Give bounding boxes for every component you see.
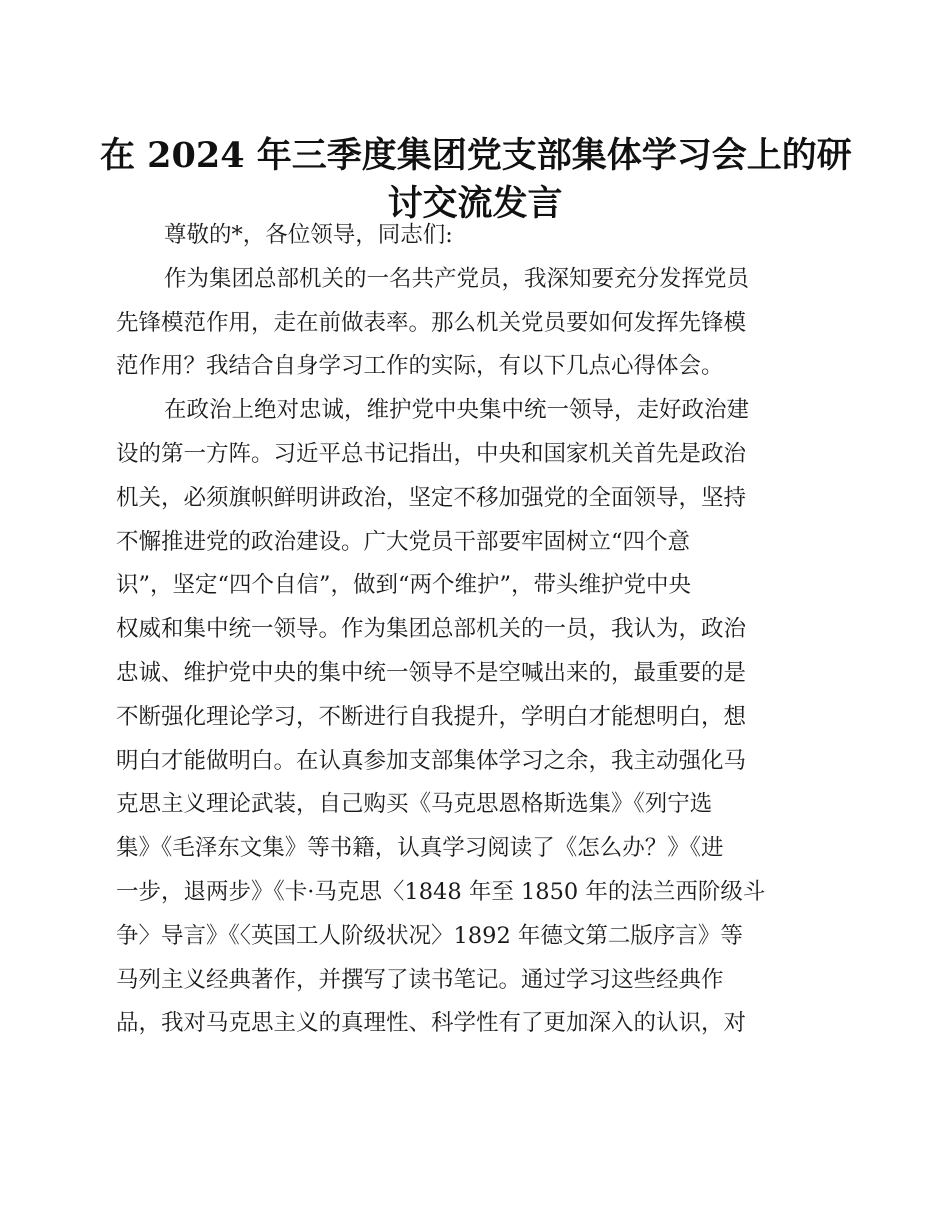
body-line: 在政治上绝对忠诚，维护党中央集中统一领导，走好政治建 xyxy=(164,397,750,424)
title-line-2: 讨交流发言 xyxy=(387,183,563,224)
body-line: 机关，必须旗帜鲜明讲政治，坚定不移加强党的全面领导，坚持 xyxy=(116,484,747,511)
body-line: 不懈推进党的政治建设。广大党员干部要牢固树立“四个意 xyxy=(116,528,691,555)
title-line-1: 在 2024 年三季度集团党支部集体学习会上的研 xyxy=(100,135,852,176)
body-line: 一步，退两步》《卡·马克思〈1848 年至 1850 年的法兰西阶级斗 xyxy=(116,878,766,905)
body-line: 明白才能做明白。在认真参加支部集体学习之余，我主动强化马 xyxy=(116,747,747,774)
body-line: 作为集团总部机关的一名共产党员，我深知要充分发挥党员 xyxy=(164,265,750,292)
body-line: 识”，坚定“四个自信”，做到“两个维护”，带头维护党中央 xyxy=(116,572,692,599)
body-line: 马列主义经典著作，并撰写了读书笔记。通过学习这些经典作 xyxy=(116,966,724,993)
body-line: 集》《毛泽东文集》等书籍，认真学习阅读了《怎么办？》《进 xyxy=(116,835,724,862)
body-line: 克思主义理论武装，自己购买《马克思恩格斯选集》《列宁选 xyxy=(116,791,713,818)
body-line: 设的第一方阵。习近平总书记指出，中央和国家机关首先是政治 xyxy=(116,440,747,467)
body-line: 先锋模范作用，走在前做表率。那么机关党员要如何发挥先锋模 xyxy=(116,309,747,336)
body-line: 不断强化理论学习，不断进行自我提升，学明白才能想明白，想 xyxy=(116,703,747,730)
body-line: 权威和集中统一领导。作为集团总部机关的一员，我认为，政治 xyxy=(116,616,747,643)
body-line: 品，我对马克思主义的真理性、科学性有了更加深入的认识，对 xyxy=(116,1010,747,1037)
body-line: 范作用？我结合自身学习工作的实际，有以下几点心得体会。 xyxy=(116,353,724,380)
body-line: 忠诚、维护党中央的集中统一领导不是空喊出来的，最重要的是 xyxy=(116,659,747,686)
document-body xyxy=(116,214,836,1046)
body-line: 争〉导言》《〈英国工人阶级状况〉1892 年德文第二版序言》等 xyxy=(116,922,743,949)
salutation-line: 尊敬的*，各位领导，同志们: xyxy=(164,222,453,248)
